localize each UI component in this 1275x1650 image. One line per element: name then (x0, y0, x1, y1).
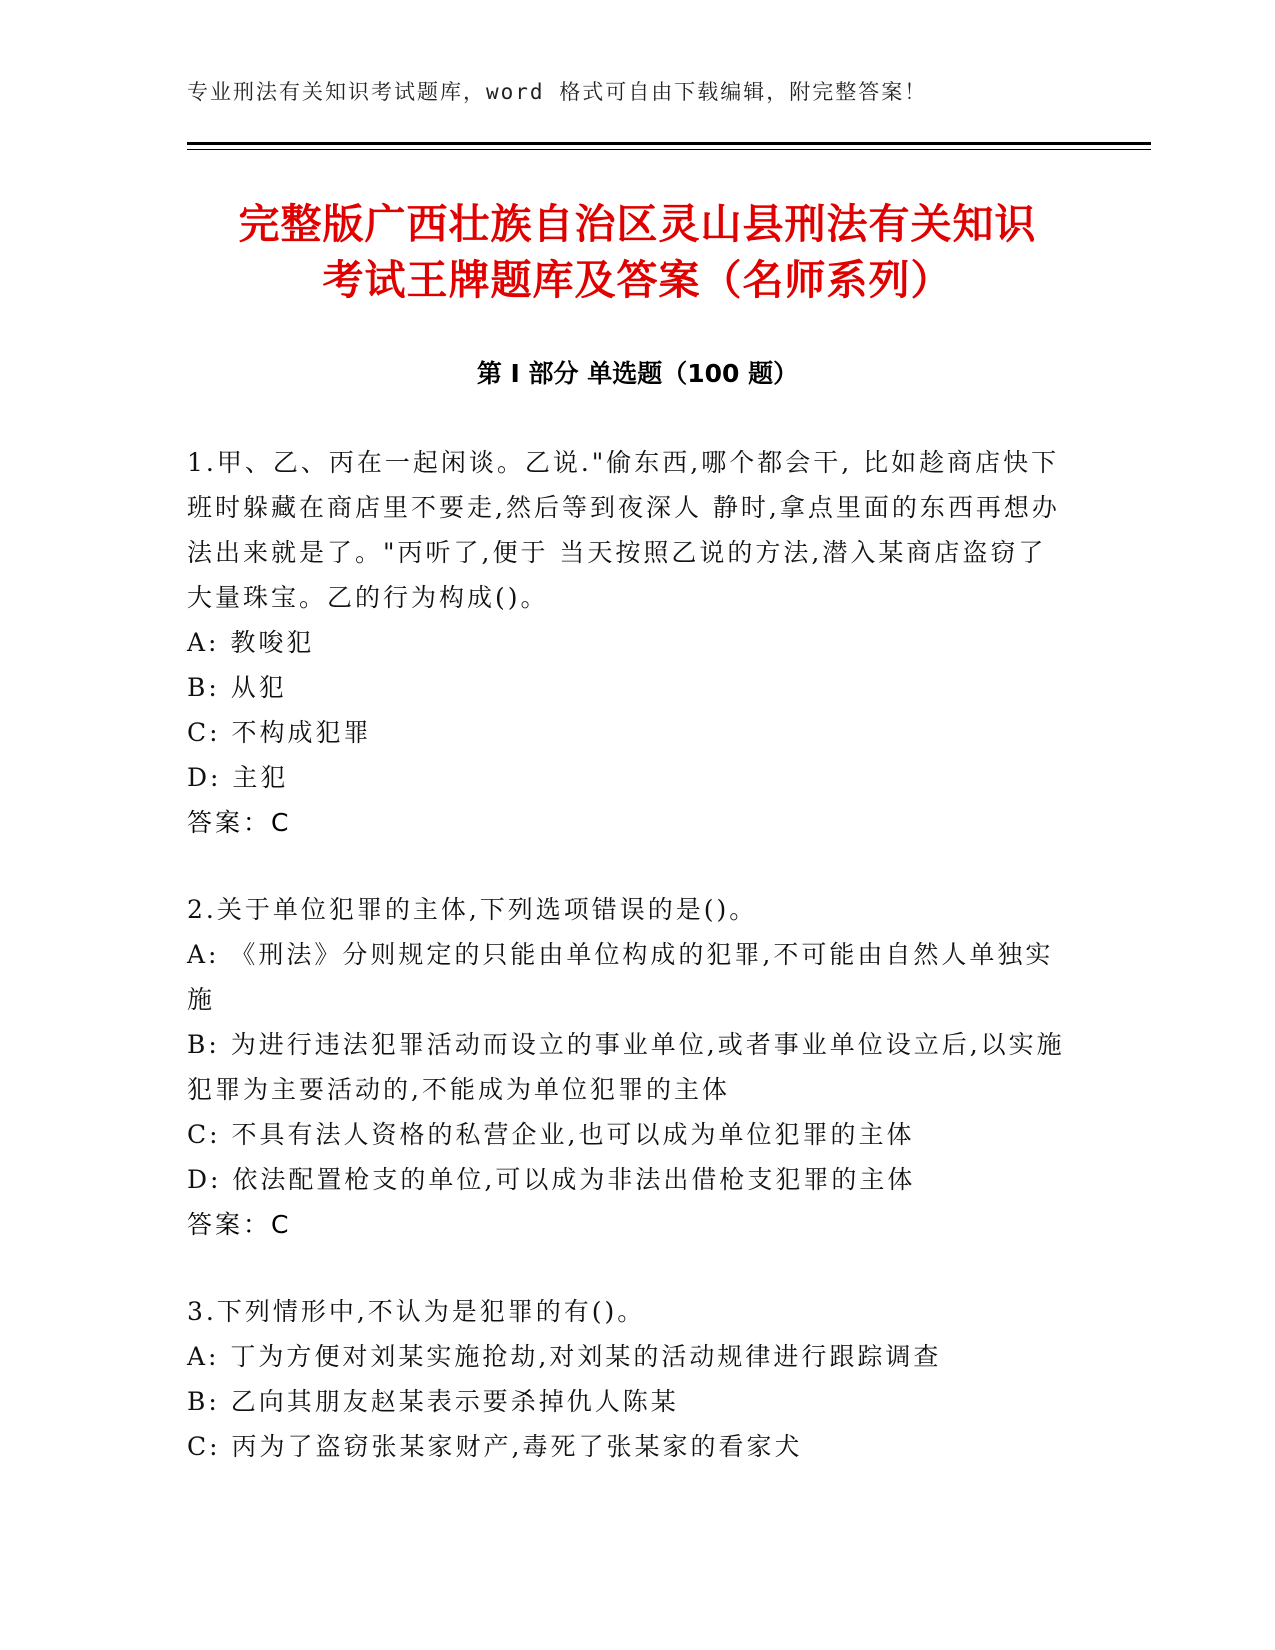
header-rule-thick (187, 142, 1151, 145)
header-rule-thin (187, 149, 1151, 150)
option-b: B: 为进行违法犯罪活动而设立的事业单位,或者事业单位设立后,以实施犯罪为主要活动的,不能成为单位犯罪的主体 (187, 1030, 1065, 1104)
option-a: A: 丁为方便对刘某实施抢劫,对刘某的活动规律进行跟踪调查 (187, 1342, 942, 1371)
option-d: D: 主犯 (187, 763, 289, 792)
option-c: C: 不具有法人资格的私营企业,也可以成为单位犯罪的主体 (187, 1120, 915, 1149)
option-c: C: 丙为了盗窃张某家财产,毒死了张某家的看家犬 (187, 1432, 803, 1461)
option-d: D: 依法配置枪支的单位,可以成为非法出借枪支犯罪的主体 (187, 1165, 916, 1194)
question-3 (187, 1289, 1072, 1469)
question-stem: 3.下列情形中,不认为是犯罪的有()。 (187, 1297, 646, 1326)
answer-label: 答案：C (187, 1210, 292, 1239)
document-title (150, 196, 1125, 308)
document-title-line-1: 完整版广西壮族自治区灵山县刑法有关知识 (238, 200, 1037, 248)
question-list (187, 440, 1072, 1511)
option-a: A: 《刑法》分则规定的只能由单位构成的犯罪,不可能由自然人单独实施 (187, 940, 1054, 1014)
section-heading: 第 I 部分 单选题（100 题） (476, 359, 799, 388)
document-title-line-2: 考试王牌题库及答案（名师系列） (322, 256, 953, 304)
question-2 (187, 887, 1072, 1247)
option-b: B: 从犯 (187, 673, 287, 702)
option-b: B: 乙向其朋友赵某表示要杀掉仇人陈某 (187, 1387, 679, 1416)
header-note: 专业刑法有关知识考试题库，word 格式可自由下载编辑，附完整答案！ (187, 80, 928, 104)
option-a: A: 教唆犯 (187, 628, 315, 657)
question-stem: 1.甲、乙、丙在一起闲谈。乙说."偷东西,哪个都会干, 比如趁商店快下班时躲藏在商店里不要走,然后等到夜深人 静时,拿点里面的东西再想办法出来就是了。"丙听了,便于 当天按照乙说的方法,潜入某商店盗窃了大量珠宝。乙的行为构成()。 (187, 448, 1060, 612)
answer-label: 答案：C (187, 808, 292, 837)
question-stem: 2.关于单位犯罪的主体,下列选项错误的是()。 (187, 895, 758, 924)
question-1 (187, 440, 1072, 845)
option-c: C: 不构成犯罪 (187, 718, 372, 747)
